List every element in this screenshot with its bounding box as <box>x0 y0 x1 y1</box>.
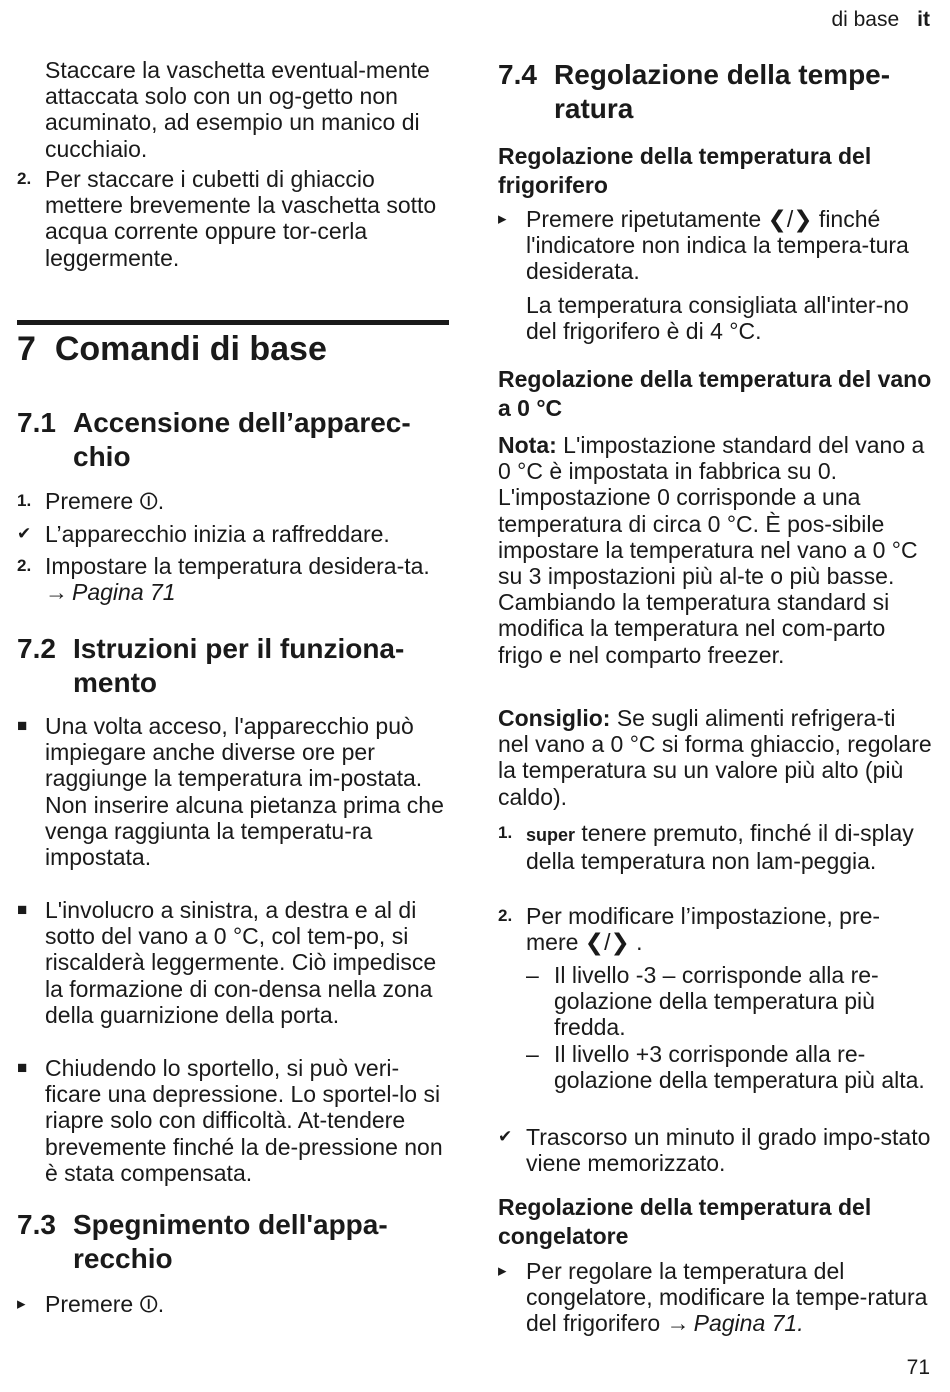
section-title-cont: mento <box>73 667 157 698</box>
step-text: Premere ⏼. <box>45 1291 165 1317</box>
step-text: Per modificare l’impostazione, pre-mere ❮/❯ . <box>526 903 881 956</box>
arrow-right-icon: → <box>45 579 68 606</box>
step-number: 2. <box>17 169 32 188</box>
bullet-icon: ■ <box>17 716 28 735</box>
section-title-cont: chio <box>73 441 131 472</box>
chapter-number: 7 <box>17 330 36 368</box>
header-language: it <box>917 8 930 31</box>
section-number: 7.2 <box>17 633 56 664</box>
list-item <box>498 1258 932 1337</box>
section-number: 7.1 <box>17 407 56 438</box>
triangle-bullet-icon: ▸ <box>498 209 507 228</box>
step-text: Impostare la temperatura desidera-ta. → Pagina 71 <box>45 553 430 606</box>
running-header <box>831 8 930 32</box>
section-title: Accensione dell’apparec- <box>73 407 411 438</box>
list-item <box>17 488 449 514</box>
result-text: Trascorso un minuto il grado impo-stato viene memorizzato. <box>526 1124 931 1177</box>
step-number: 2. <box>17 556 32 575</box>
bullet-text: Chiudendo lo sportello, si può veri-ficare una depressione. Lo sportel-lo si riapre solo con difficoltà. At-tendere brevemente finché la de-pressione non è stata compensata. <box>45 1055 443 1186</box>
chapter-rule <box>17 320 449 325</box>
list-item <box>17 897 449 1028</box>
section-title: Regolazione della tempe- <box>554 59 891 90</box>
note-label: Nota: <box>498 432 557 458</box>
bullet-icon: ■ <box>17 900 28 919</box>
section-number: 7.3 <box>17 1209 56 1240</box>
arrow-right-icon: → <box>666 1310 690 1337</box>
step-text: Per staccare i cubetti di ghiaccio mettere brevemente la vaschetta sotto acqua corrente oppure tor-cerla leggermente. <box>45 166 437 271</box>
section-heading-7-3 <box>17 1208 449 1276</box>
section-number: 7.4 <box>498 59 537 90</box>
list-item <box>17 1291 449 1317</box>
super-button-label: super <box>526 825 576 845</box>
step-text: Premere ⏼. <box>45 488 165 514</box>
list-item <box>526 1041 932 1093</box>
list-item <box>17 713 449 870</box>
note-paragraph-2: Cambiando la temperatura standard si modifica la temperatura nel com-parto frigo e nel comparto freezer. <box>498 589 890 668</box>
tip-paragraph: Consiglio: Se sugli alimenti refrigera-ti nel vano a 0 °C si forma ghiaccio, regolare la temperatura su un valore più alto (più caldo). <box>498 705 932 810</box>
subheading-fridge: Regolazione della temperatura del frigorifero <box>498 143 872 198</box>
step-number: 1. <box>498 823 513 842</box>
subheading-zero-compartment: Regolazione della temperatura del vano a 0 °C <box>498 366 932 421</box>
bullet-icon: ■ <box>17 1058 28 1077</box>
step-text: Per regolare la temperatura del congelatore, modificare la tempe-ratura del frigorifero → Pagina 71. <box>526 1258 928 1337</box>
triangle-bullet-icon: ▸ <box>498 1261 507 1280</box>
page-number: 71 <box>906 1356 930 1379</box>
section-heading-7-4 <box>498 58 932 126</box>
step-number: 1. <box>17 491 32 510</box>
chapter-title <box>17 329 449 369</box>
intro-paragraph: Staccare la vaschetta eventual-mente attaccata solo con un og-getto non acuminato, ad esempio un manico di cucchiaio. <box>45 57 430 162</box>
bullet-text: Il livello +3 corrisponde alla re-golazione della temperatura più alta. <box>554 1041 925 1094</box>
bullet-text: Una volta acceso, l'apparecchio può impiegare anche diverse ore per raggiunge la temperatura im-postata. Non inserire alcuna pietanza prima che venga raggiunta la temperatu-ra impostata. <box>45 713 444 871</box>
section-title-cont: recchio <box>73 1243 173 1274</box>
list-item <box>17 1055 449 1186</box>
list-item <box>17 166 449 271</box>
header-section: di base <box>831 8 900 31</box>
note-paragraph: Nota: L'impostazione standard del vano a 0 °C è impostata in fabbrica su 0. L'impostazione 0 corrisponde a una temperatura di circa 0 °C. È pos-sibile impostare la temperatura nel vano a 0 °C su 3 impostazioni più al-te o più basse. Cambiando la temperatura standard si modifica la temperatura nel com-parto frigo e nel comparto freezer. <box>498 432 932 668</box>
section-heading-7-1 <box>17 406 449 474</box>
section-title: Spegnimento dell'appa- <box>73 1209 388 1240</box>
list-item <box>498 206 932 344</box>
subheading-freezer: Regolazione della temperatura del congelatore <box>498 1194 872 1249</box>
list-item <box>498 1124 932 1176</box>
list-item <box>17 553 449 605</box>
dash-bullet: – <box>526 962 539 988</box>
tip-label: Consiglio: <box>498 705 611 731</box>
bullet-text: Il livello -3 – corrisponde alla re-golazione della temperatura più fredda. <box>554 962 879 1041</box>
triangle-bullet-icon: ▸ <box>17 1294 26 1313</box>
page-reference[interactable]: → Pagina 71 <box>45 579 176 606</box>
step-text: Premere ripetutamente ❮/❯ finché l'indicatore non indica la tempera-tura desiderata. La temperatura consigliata all'inter-no del frigorifero è di 4 °C. <box>526 206 909 344</box>
section-heading-7-2 <box>17 632 449 700</box>
check-icon: ✔ <box>17 524 32 543</box>
section-title: Istruzioni per il funziona- <box>73 633 405 664</box>
result-text: L’apparecchio inizia a raffreddare. <box>45 521 390 547</box>
check-icon: ✔ <box>498 1127 513 1146</box>
dash-bullet: – <box>526 1041 539 1067</box>
list-item <box>526 962 932 1041</box>
step-text: super tenere premuto, finché il di-splay della temperatura non lam-peggia. <box>526 820 914 875</box>
bullet-text: L'involucro a sinistra, a destra e al di sotto del vano a 0 °C, col tem-po, si riscalderà leggermente. Ciò impedisce la formazione di con-densa nella zona della guarnizione della porta. <box>45 897 437 1028</box>
page-reference[interactable]: → Pagina 71. <box>666 1310 804 1337</box>
step-number: 2. <box>498 906 513 925</box>
list-item <box>498 820 932 874</box>
chapter-title-text: Comandi di base <box>54 330 327 368</box>
list-item <box>17 521 449 547</box>
section-title-cont: ratura <box>554 93 634 124</box>
list-item <box>498 903 932 955</box>
